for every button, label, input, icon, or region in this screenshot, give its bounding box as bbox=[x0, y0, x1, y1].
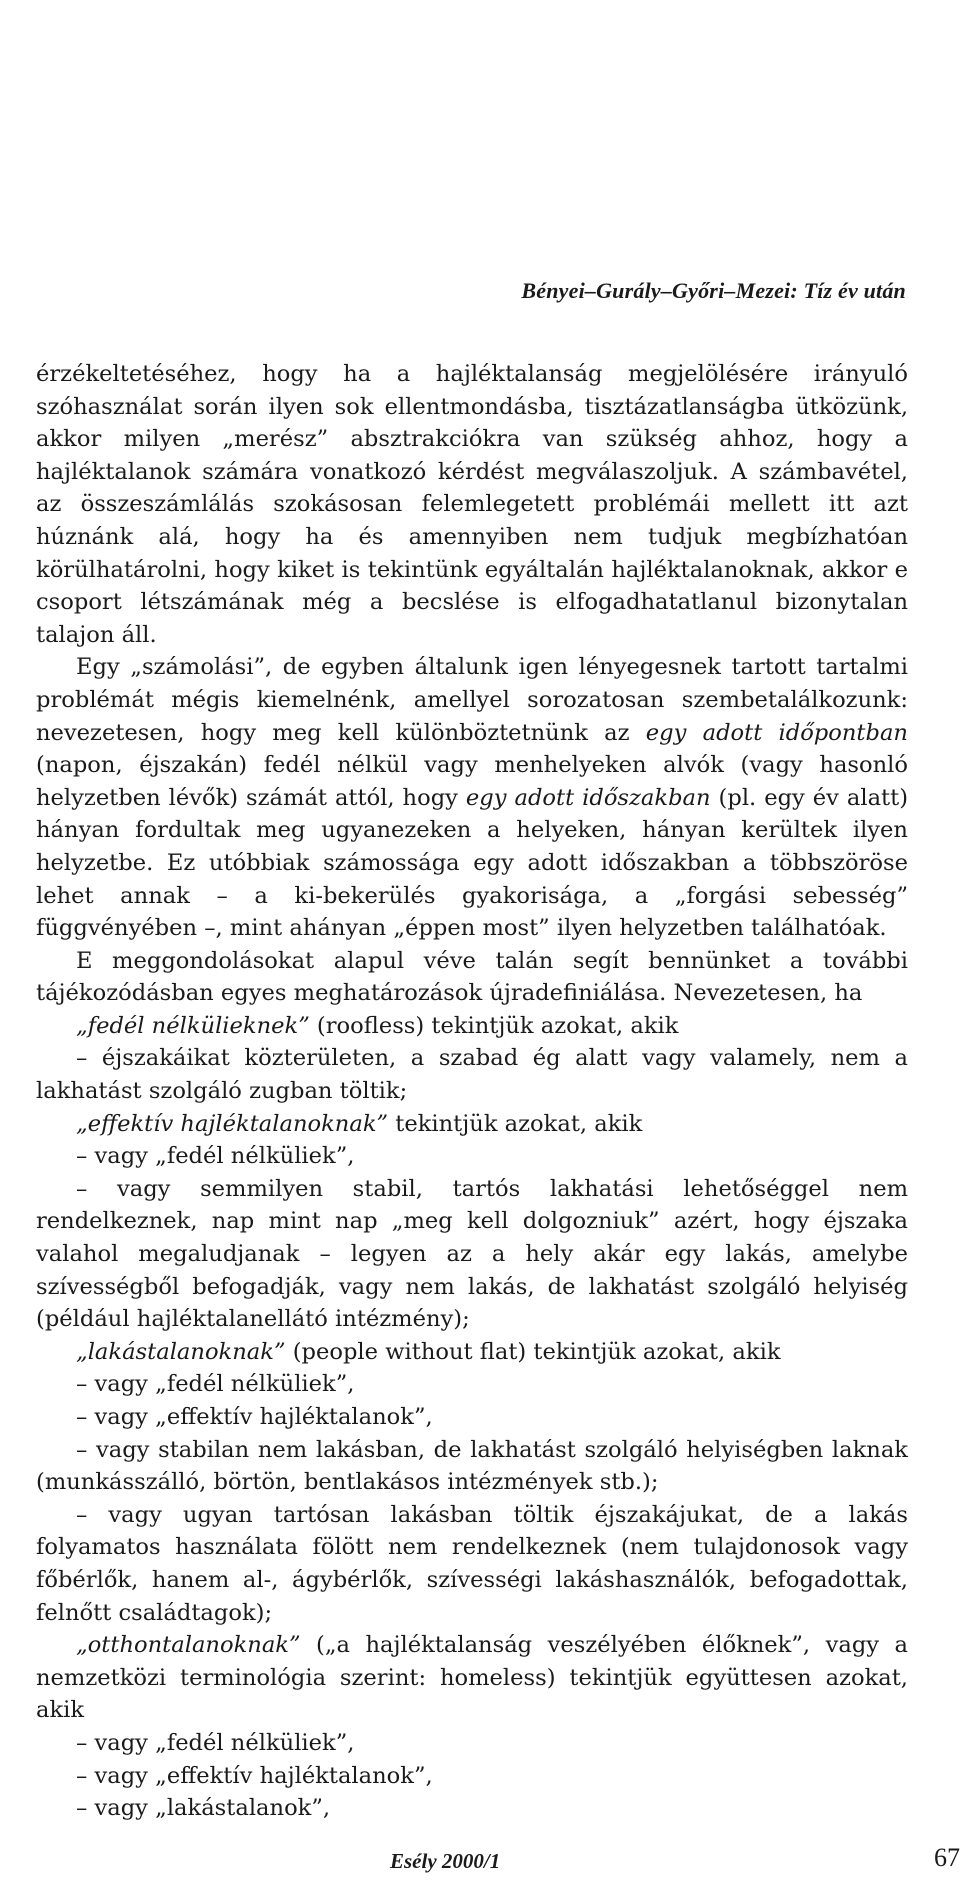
list-item: – vagy „effektív hajléktalanok”, bbox=[76, 1404, 433, 1430]
list-item: – vagy „lakástalanok”, bbox=[76, 1795, 331, 1822]
definition-flatless bbox=[36, 1336, 908, 1369]
list-item: – vagy „fedél nélküliek”, bbox=[76, 1371, 355, 1398]
page-number: 67 bbox=[934, 1843, 960, 1872]
paragraph-2-part-a: Egy „számolási”, de egyben általunk igen lényegesnek tartott tartalmi problémát mégis kiemelnénk, amellyel sorozatosan szembetalálkozunk: nevezetesen, hogy meg kell különböztetnünk az bbox=[36, 654, 908, 746]
definition-rest: („a hajléktalanság veszélyében élőknek”, vagy a nemzetközi terminológia szerint: homeless) tekintjük együttesen azokat, akik bbox=[36, 1632, 908, 1724]
paragraph-2-part-b: (napon, éjszakán) fedél nélkül vagy menhelyeken alvók (vagy hasonló helyzetben lévők) számát attól, hogy bbox=[36, 752, 908, 811]
paragraph-1: érzékeltetéséhez, hogy ha a hajléktalanság megjelölésére irányuló szóhasználat során ilyen sok ellentmondásba, tisztázatlanságba ütközünk, akkor milyen „merész” absztrakciókra van szükség ahhoz, hogy a hajléktalanok számára vonatkozó kérdést megválaszoljuk. A számbavétel, az összeszámlálás szokásosan felemlegetett problémái mellett itt azt húznánk alá, hogy ha és amennyiben nem tudjuk megbízhatóan körülhatárolni, hogy kiket is tekintünk egyáltalán hajléktalanoknak, akkor e csoport létszámának még a becslése is elfogadhatatlanul bizonytalan talajon áll. bbox=[36, 361, 908, 648]
paragraph-2-emphasis-1: egy adott időpontban bbox=[645, 719, 908, 746]
list-item: – vagy stabilan nem lakásban, de lakhatást szolgáló helyiségben laknak (munkásszálló, börtön, bentlakásos intézmények stb.); bbox=[36, 1436, 908, 1496]
definition-term: „otthontalanoknak” bbox=[76, 1632, 301, 1659]
running-head: Bényei–Gurály–Győri–Mezei: Tíz év után bbox=[521, 278, 906, 303]
list-item: – vagy semmilyen stabil, tartós lakhatási lehetőséggel nem rendelkeznek, nap mint nap „meg kell dolgozniuk” azért, hogy éjszaka valahol megaludjanak – legyen az a hely akár egy lakás, amelybe szívességből befogadják, vagy nem lakás, de lakhatást szolgáló helyiség (például hajléktalanellátó intézmény); bbox=[36, 1175, 908, 1333]
definition-rest: tekintjük azokat, akik bbox=[388, 1110, 643, 1137]
paragraph-3: E meggondolásokat alapul véve talán segít bennünket a további tájékozódásban egyes meghatározások újradefiniálása. Nevezetesen, ha bbox=[36, 947, 908, 1007]
paragraph-2-part-c: (pl. egy év alatt) hányan fordultak meg ugyanezeken a helyeken, hányan kerültek ilyen helyzetbe. Ez utóbbiak számossága egy adott időszakban a többszöröse lehet annak – a ki-bekerülés gyakorisága, a „forgási sebesség” függvényében –, mint ahányan „éppen most” ilyen helyzetben találhatóak. bbox=[36, 784, 909, 942]
definition-roofless bbox=[36, 1010, 908, 1043]
paragraph-2-emphasis-2: egy adott időszakban bbox=[465, 784, 711, 811]
definition-term: „effektív hajléktalanoknak” bbox=[76, 1110, 389, 1137]
journal-footer: Esély 2000/1 bbox=[390, 1849, 501, 1873]
definition-term: „lakástalanoknak” bbox=[76, 1338, 286, 1365]
definition-term: „fedél nélkülieknek” bbox=[76, 1012, 310, 1039]
list-item: – vagy „effektív hajléktalanok”, bbox=[76, 1762, 433, 1789]
list-item: – vagy „fedél nélküliek”, bbox=[76, 1729, 355, 1756]
definition-homeless bbox=[36, 1629, 908, 1727]
list-item: – vagy ugyan tartósan lakásban töltik éjszakájukat, de a lakás folyamatos használata fölött nem rendelkeznek (nem tulajdonosok vagy főbérlők, hanem al-, ágybérlők, szívességi lakáshasználók, befogadottak, felnőtt családtagok); bbox=[36, 1501, 908, 1626]
body-text bbox=[36, 358, 908, 1825]
list-item: – vagy „fedél nélküliek”, bbox=[76, 1143, 355, 1170]
definition-effective-homeless bbox=[36, 1108, 908, 1141]
list-item: – éjszakáikat közterületen, a szabad ég alatt vagy valamely, nem a lakhatást szolgáló zugban töltik; bbox=[36, 1045, 908, 1105]
paragraph-2 bbox=[36, 651, 908, 944]
definition-rest: (people without flat) tekintjük azokat, akik bbox=[285, 1338, 781, 1365]
definition-rest: (roofless) tekintjük azokat, akik bbox=[309, 1012, 679, 1039]
